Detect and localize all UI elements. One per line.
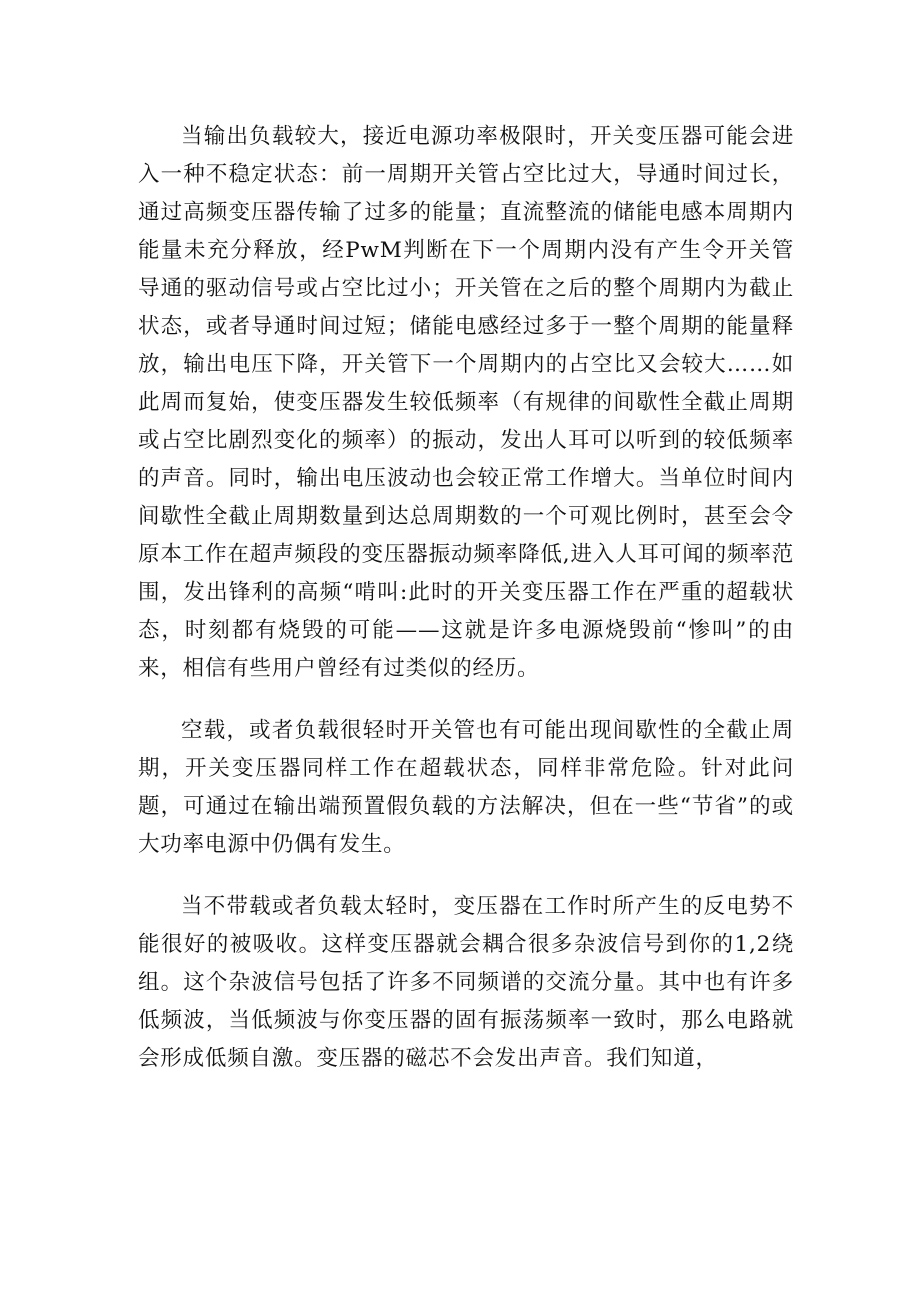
document-body bbox=[138, 118, 794, 1078]
paragraph-light-load: 空载，或者负载很轻时开关管也有可能出现间歇性的全截止周期，开关变压器同样工作在超载状态，同样非常危险。针对此问题，可通过在输出端预置假负载的方法解决，但在一些“节省”的或大功率电源中仍偶有发生。 bbox=[138, 718, 794, 857]
paragraph-no-load-noise: 当不带载或者负载太轻时，变压器在工作时所产生的反电势不能很好的被吸收。这样变压器就会耦合很多杂波信号到你的1,2绕组。这个杂波信号包括了许多不同频谱的交流分量。其中也有许多低频波，当低频波与你变压器的固有振荡频率一致时，那么电路就会形成低频自激。变压器的磁芯不会发出声音。我们知道， bbox=[138, 894, 794, 1071]
paragraph-overload-oscillation: 当输出负载较大，接近电源功率极限时，开关变压器可能会进入一种不稳定状态：前一周期开关管占空比过大，导通时间过长，通过高频变压器传输了过多的能量；直流整流的储能电感本周期内能量未充分释放，经PwM判断在下一个周期内没有产生令开关管导通的驱动信号或占空比过小；开关管在之后的整个周期内为截止状态，或者导通时间过短；储能电感经过多于一整个周期的能量释放，输出电压下降，开关管下一个周期内的占空比又会较大……如此周而复始，使变压器发生较低频率（有规律的间歇性全截止周期或占空比剧烈变化的频率）的振动，发出人耳可以听到的较低频率的声音。同时，输出电压波动也会较正常工作增大。当单位时间内间歇性全截止周期数量到达总周期数的一个可观比例时，甚至会令原本工作在超声频段的变压器振动频率降低,进入人耳可闻的频率范围，发出锋利的高频“啃叫:此时的开关变压器工作在严重的超载状态，时刻都有烧毁的可能——这就是许多电源烧毁前“惨叫”的由来，相信有些用户曾经有过类似的经历。 bbox=[138, 124, 794, 681]
